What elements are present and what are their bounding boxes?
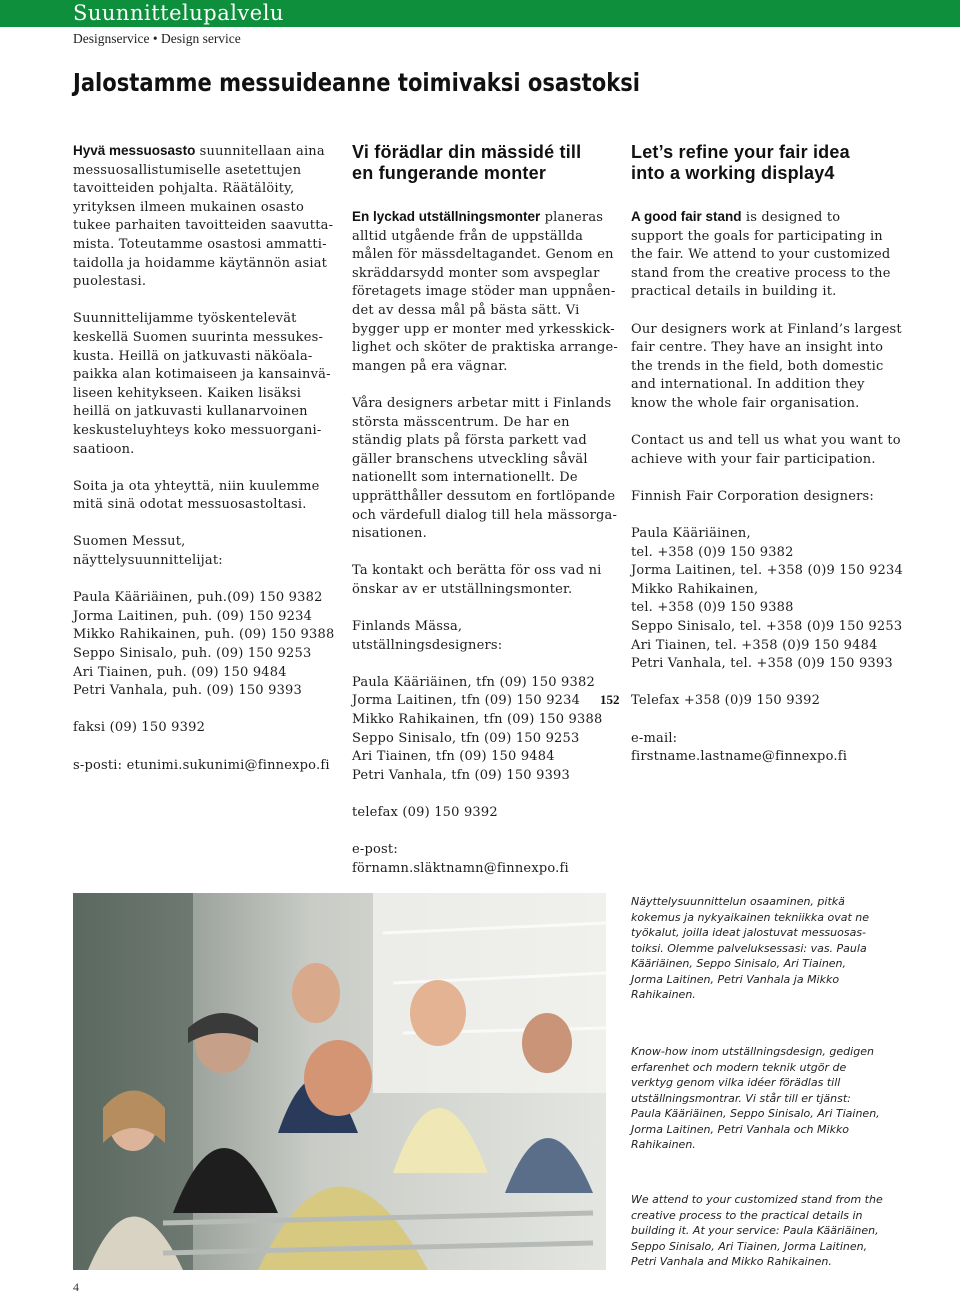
swedish-p1-line: En lyckad utställningsmonter planeras (352, 209, 604, 225)
english-p2-line: the trends in the field, both domestic (631, 358, 884, 374)
finnish-p2-line: keskellä Suomen suurinta messukes- (73, 329, 324, 345)
english-contacts (631, 525, 903, 674)
footer-page-number: 4 (73, 1280, 79, 1294)
page-headline: Jalostamme messuideanne toimivaksi osastoksi (73, 68, 641, 97)
page-number: 152 (600, 692, 620, 707)
swedish-p2-line: och värdefull dialog till hela mässorga- (352, 507, 618, 523)
english-p1-line: support the goals for participating in (631, 228, 883, 244)
finnish-paragraph-3 (73, 478, 333, 515)
english-p1-line: practical details in building it. (631, 284, 837, 300)
english-heading-line: Let’s refine your fair idea (631, 142, 850, 162)
finnish-p1-line: messuosallistumiselle asetettujen (73, 162, 302, 178)
caption-finnish (631, 894, 893, 1003)
caption-line: Paula Kääriäinen, Seppo Sinisalo, Ari Tiainen, (631, 1107, 880, 1120)
caption-line: Rahikainen. (631, 1138, 696, 1151)
caption-line: Näyttelysuunnittelun osaaminen, pitkä (631, 895, 845, 908)
subtitle: Designservice • Design service (73, 31, 241, 46)
finnish-p1-line: tavoitteiden pohjalta. Räätälöity, (73, 181, 295, 197)
swedish-p1-line: målen för mässdeltagandet. Genom en (352, 247, 614, 263)
swedish-email: förnamn.släktnamn@finnexpo.fi (352, 860, 569, 876)
banner-title: Suunnittelupalvelu (73, 1, 284, 25)
swedish-contact: Mikko Rahikainen, tfn (09) 150 9388 (352, 712, 603, 728)
english-p2-line: Our designers work at Finland’s largest (631, 321, 902, 337)
english-designers-label: Finnish Fair Corporation designers: (631, 488, 874, 504)
caption-line: toiksi. Olemme palveluksessasi: vas. Paula (631, 941, 867, 955)
finnish-designers-label: Suomen Messut, näyttelysuunnittelijat: (73, 534, 223, 569)
caption-line: kokemus ja nykyaikainen tekniikka ovat ne (631, 910, 870, 924)
swedish-contact: Petri Vanhala, tfn (09) 150 9393 (352, 767, 570, 783)
caption-line: erfarenhet och modern teknik utgör de (631, 1060, 847, 1074)
finnish-contacts (73, 589, 333, 701)
english-column (631, 142, 903, 785)
english-heading (631, 142, 893, 184)
swedish-contact: Ari Tiainen, tfn (09) 150 9484 (352, 749, 555, 765)
english-lead: A good fair stand (631, 209, 742, 224)
swedish-fax: telefax (09) 150 9392 (352, 805, 498, 820)
finnish-p1-line: mista. Toteutamme osastosi ammatti- (73, 236, 327, 252)
english-email-label: e-mail: (631, 730, 678, 746)
english-contact: Seppo Sinisalo, tel. +358 (0)9 150 9253 (631, 619, 903, 635)
finnish-p2-line: heillä on jatkuvasti kullanarvoinen (73, 404, 308, 420)
finnish-contact: Jorma Laitinen, puh. (09) 150 9234 (73, 608, 313, 624)
finnish-fax: faksi (09) 150 9392 (73, 720, 206, 736)
header-banner (0, 0, 960, 27)
swedish-contact: Paula Kääriäinen, tfn (09) 150 9382 (352, 674, 595, 690)
swedish-p2-line: största mässcentrum. De har en (352, 414, 570, 430)
finnish-p1-line: yrityksen ilmeen mukainen osasto (73, 199, 304, 215)
caption-line: building it. At your service: Paula Kääriäinen, (631, 1224, 879, 1237)
swedish-p2-line: Våra designers arbetar mitt i Finlands (352, 395, 612, 411)
swedish-email-label: e-post: (352, 842, 398, 858)
english-p3-line: Contact us and tell us what you want to (631, 433, 901, 449)
english-paragraph-2 (631, 321, 902, 414)
swedish-p1-line: alltid utgående från de uppställda (352, 228, 584, 244)
english-paragraph-3 (631, 432, 901, 469)
finnish-p1-line: Hyvä messuosasto suunnitellaan aina (73, 143, 325, 159)
finnish-p2-line: liseen kehitykseen. Kaiken lisäksi (73, 385, 302, 401)
caption-line: We attend to your customized stand from the (631, 1193, 883, 1206)
caption-line: creative process to the practical details in (631, 1208, 863, 1222)
finnish-contact: Paula Kääriäinen, puh.(09) 150 9382 (73, 590, 323, 606)
swedish-paragraph-3 (352, 562, 614, 599)
caption-line: Jorma Laitinen, Petri Vanhala och Mikko (631, 1122, 850, 1136)
swedish-p2-line: nisationen. (352, 526, 427, 542)
swedish-heading (352, 142, 614, 184)
swedish-heading-line: en fungerande monter (352, 163, 547, 183)
caption-line: Rahikainen. (631, 988, 696, 1001)
finnish-p2-line: saatioon. (73, 441, 135, 457)
swedish-paragraph-1 (352, 208, 618, 376)
finnish-column (73, 142, 333, 794)
swedish-p1-line: bygger upp er monter med yrkesskick- (352, 321, 615, 337)
caption-line: työkalut, joilla ideat jalostuvat messuosas- (631, 926, 867, 939)
swedish-p1-line: företagets image stöder man uppnåen- (352, 284, 616, 300)
finnish-p3-line: mitä sinä odotat messuosastoltasi. (73, 497, 307, 513)
swedish-contact: Jorma Laitinen, tfn (09) 150 9234 (352, 693, 581, 709)
caption-line: Seppo Sinisalo, Ari Tiainen, Jorma Laitinen, (631, 1239, 868, 1253)
english-contact: tel. +358 (0)9 150 9388 (631, 600, 794, 616)
english-p1-line: the fair. We attend to your customized (631, 247, 891, 263)
team-photo-illustration (73, 893, 606, 1270)
swedish-designers-label: Finlands Mässa, utställningsdesigners: (352, 619, 503, 653)
swedish-p3-line: önskar av er utställningsmonter. (352, 581, 573, 597)
finnish-p3-line: Soita ja ota yhteyttä, niin kuulemme (73, 478, 320, 494)
finnish-p2-line: paikka alan kotimaiseen ja kansainvä- (73, 367, 331, 383)
caption-line: Know-how inom utställningsdesign, gedigen (631, 1045, 874, 1058)
english-p2-line: know the whole fair organisation. (631, 395, 860, 411)
finnish-paragraph-1 (73, 142, 333, 292)
english-contact: Ari Tiainen, tel. +358 (0)9 150 9484 (631, 637, 878, 653)
english-p1-line: A good fair stand is designed to (631, 209, 841, 225)
english-contact: Petri Vanhala, tel. +358 (0)9 150 9393 (631, 656, 893, 672)
english-fax: Telefax +358 (0)9 150 9392 (631, 693, 821, 709)
swedish-p2-line: gäller branschens utveckling såväl (352, 451, 588, 467)
finnish-contact: Seppo Sinisalo, puh. (09) 150 9253 (73, 646, 312, 662)
swedish-contact: Seppo Sinisalo, tfn (09) 150 9253 (352, 730, 580, 746)
english-p1-line: stand from the creative process to the (631, 265, 891, 281)
swedish-lead: En lyckad utställningsmonter (352, 209, 541, 224)
caption-line: verktyg genom vilka idéer förädlas till (631, 1076, 841, 1089)
english-heading-line: into a working display4 (631, 163, 835, 183)
english-p3-line: achieve with your fair participation. (631, 451, 876, 467)
swedish-p1-line: det av dessa mål på bästa sätt. Vi (352, 302, 580, 318)
swedish-heading-line: Vi förädlar din mässidé till (352, 142, 582, 162)
caption-line: Kääriäinen, Seppo Sinisalo, Ari Tiainen, (631, 957, 847, 970)
team-photo (73, 893, 606, 1270)
english-contact: Jorma Laitinen, tel. +358 (0)9 150 9234 (631, 563, 903, 579)
finnish-contact: Mikko Rahikainen, puh. (09) 150 9388 (73, 627, 335, 643)
finnish-p1-line: taidolla ja hoidamme käytännön asiat (73, 255, 328, 271)
finnish-paragraph-2 (73, 310, 333, 459)
english-p2-line: and international. In addition they (631, 377, 865, 393)
swedish-p1-line: skräddarsydd monter som avspeglar (352, 265, 600, 281)
swedish-email-block (352, 841, 614, 878)
swedish-p2-line: upprätthåller dessutom en fortlöpande (352, 488, 616, 504)
swedish-p2-line: nationellt som internationellt. De (352, 470, 578, 486)
english-email: firstname.lastname@finnexpo.fi (631, 749, 848, 765)
english-contact: Paula Kääriäinen, (631, 526, 751, 542)
swedish-p1-line: mangen på era vägnar. (352, 358, 508, 374)
finnish-p1-line: tukee parhaiten tavoitteiden saavutta- (73, 218, 334, 234)
english-contact: tel. +358 (0)9 150 9382 (631, 544, 794, 560)
finnish-email: s-posti: etunimi.sukunimi@finnexpo.fi (73, 757, 330, 773)
finnish-p2-line: kusta. Heillä on jatkuvasti näköala- (73, 348, 313, 364)
swedish-p2-line: ständig plats på första parkett vad (352, 433, 587, 449)
swedish-column (352, 142, 618, 897)
finnish-p1-line: puolestasi. (73, 274, 147, 290)
english-paragraph-1 (631, 208, 893, 302)
caption-swedish (631, 1044, 893, 1153)
swedish-contacts (352, 674, 614, 786)
caption-english (631, 1192, 893, 1270)
swedish-p1-line: lighet och sköter de praktiska arrange- (352, 340, 618, 356)
caption-line: Petri Vanhala and Mikko Rahikainen. (631, 1255, 832, 1268)
finnish-p2-line: Suunnittelijamme työskentelevät (73, 311, 297, 327)
english-email-block (631, 730, 893, 767)
english-contact: Mikko Rahikainen, (631, 581, 759, 597)
finnish-contact: Ari Tiainen, puh. (09) 150 9484 (73, 664, 287, 680)
caption-line: utställningsmontrar. Vi står till er tjänst: (631, 1091, 851, 1105)
finnish-p2-line: keskusteluyhteys koko messuorgani- (73, 422, 322, 438)
caption-line: Jorma Laitinen, Petri Vanhala ja Mikko (631, 972, 840, 986)
english-p2-line: fair centre. They have an insight into (631, 340, 884, 356)
finnish-contact: Petri Vanhala, puh. (09) 150 9393 (73, 683, 302, 699)
swedish-p3-line: Ta kontakt och berätta för oss vad ni (352, 563, 602, 579)
finnish-lead: Hyvä messuosasto (73, 143, 196, 158)
swedish-paragraph-2 (352, 395, 618, 544)
